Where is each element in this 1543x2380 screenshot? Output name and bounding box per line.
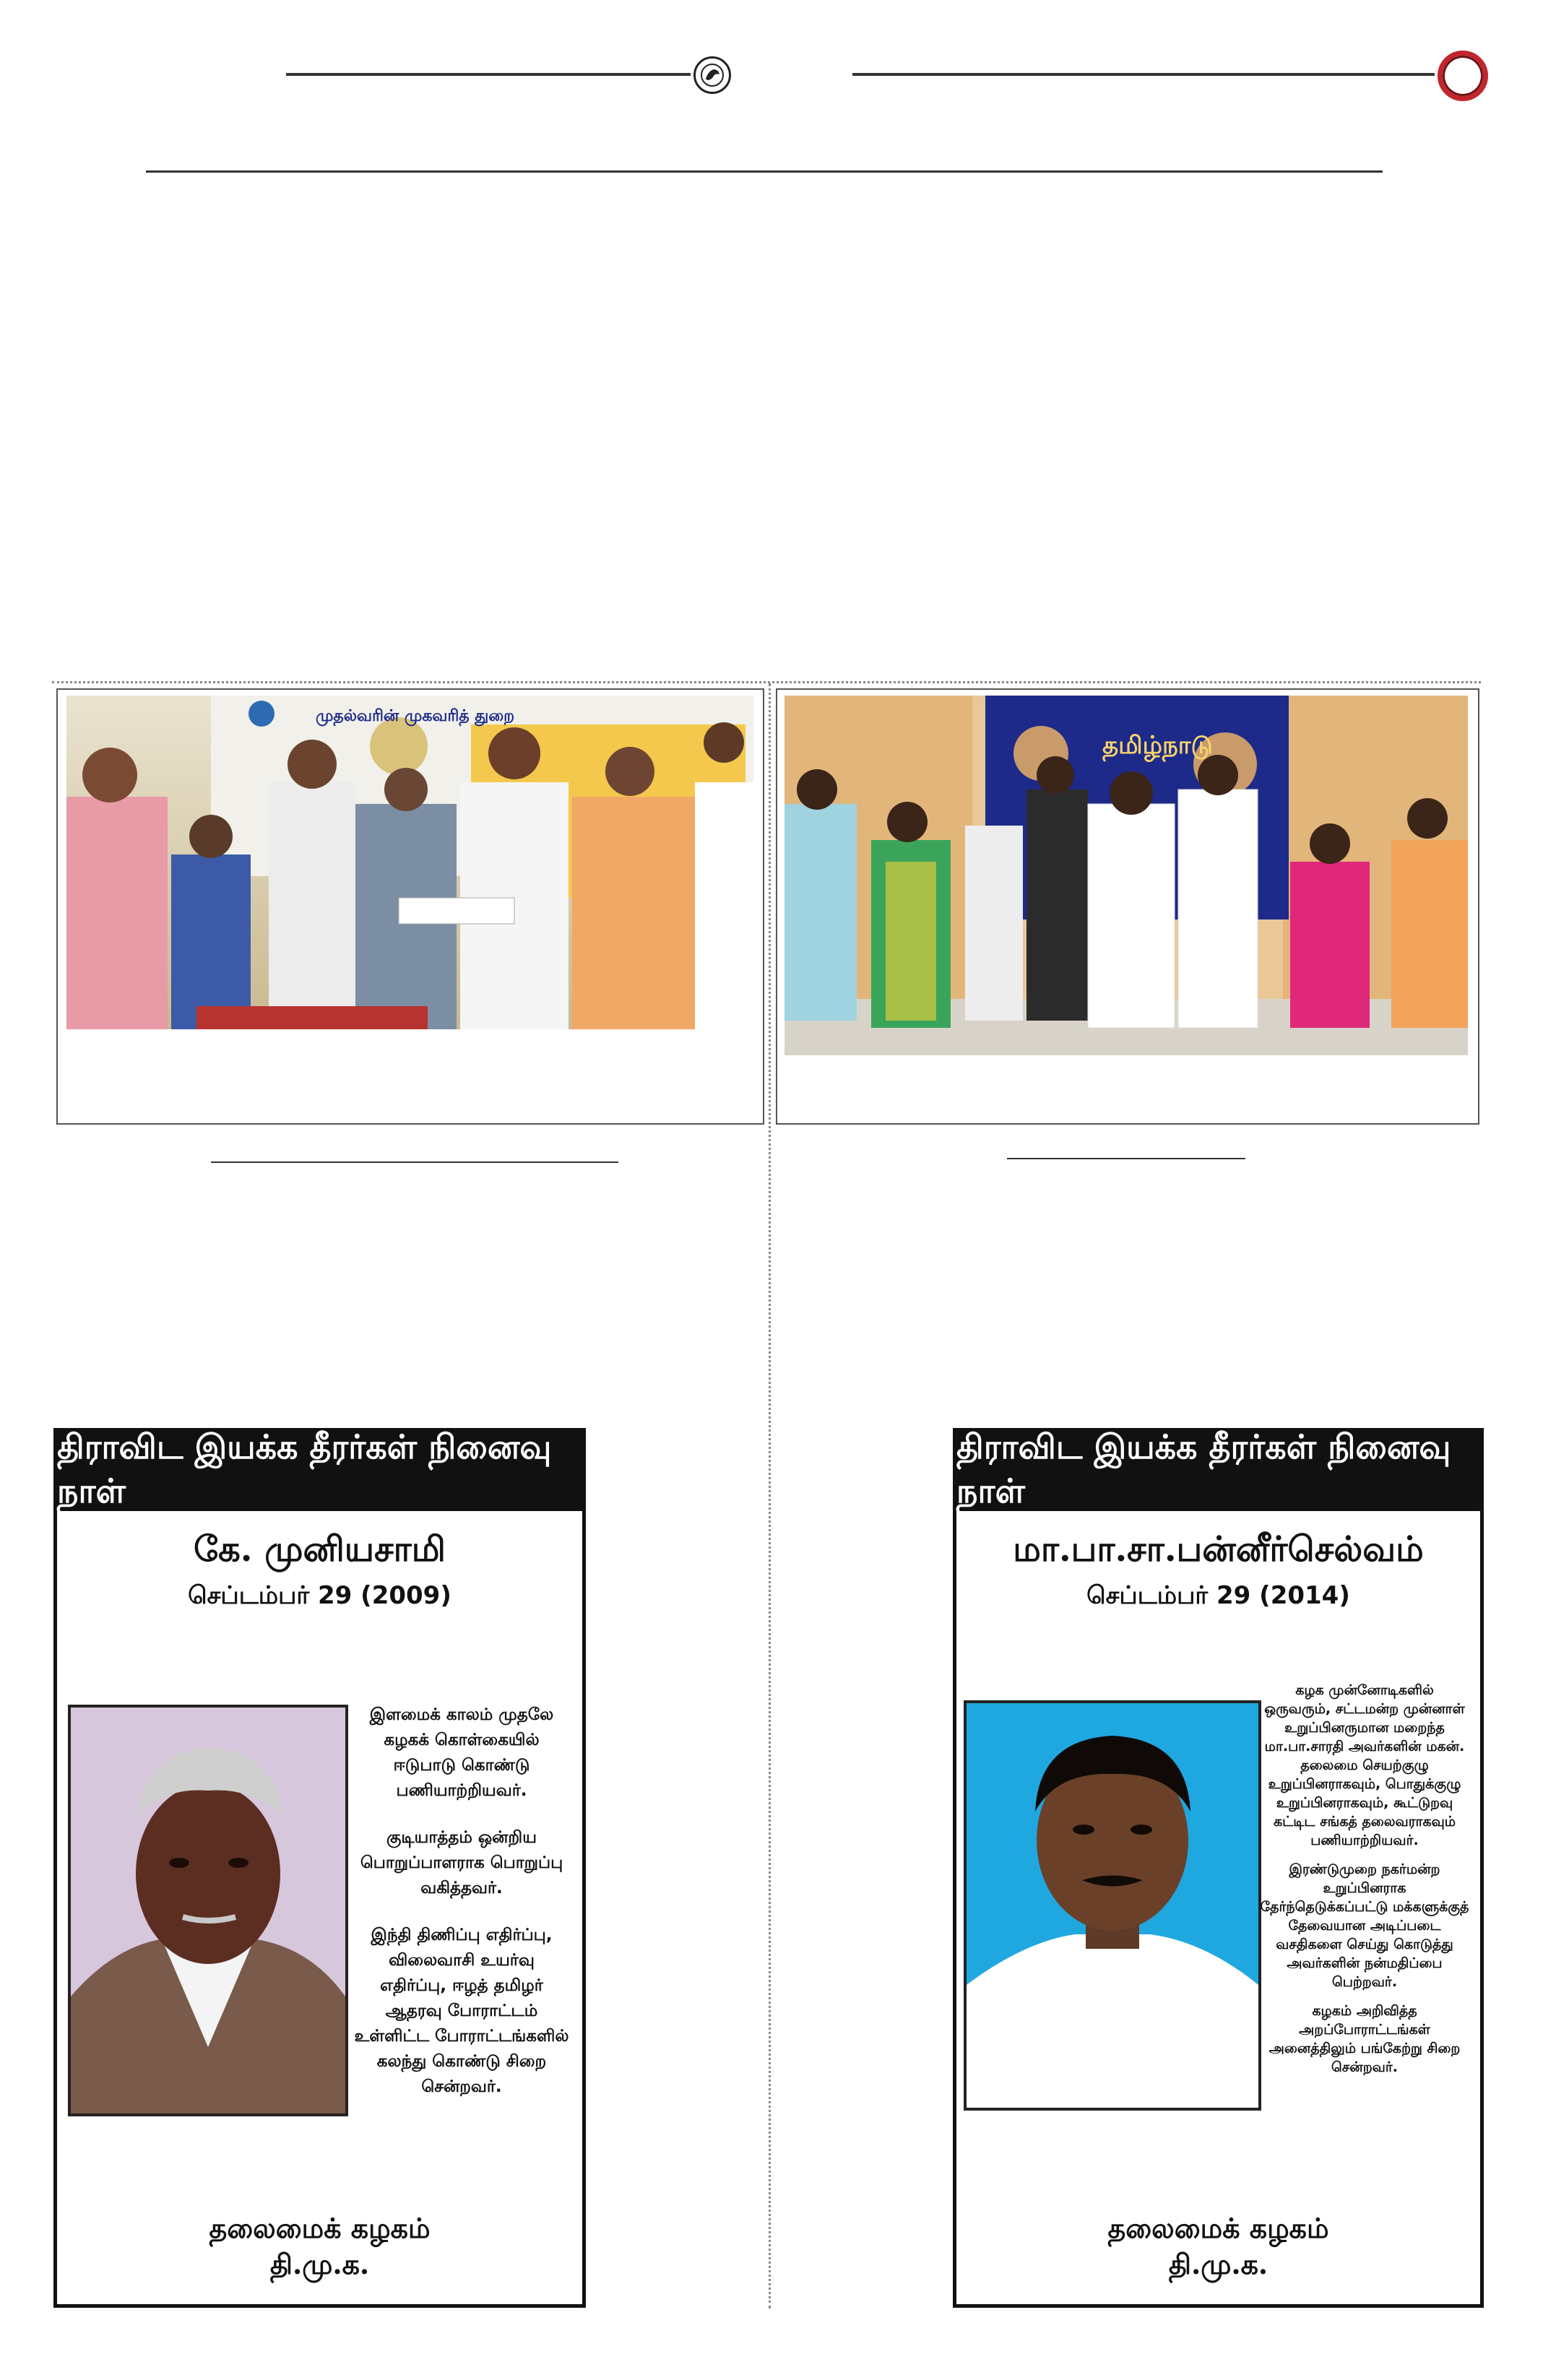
bio-paragraph: இளமைக் காலம் முதலே கழகக் கொள்கையில் ஈடுபாடு கொண்டு பணியாற்றியவர். [369, 1705, 554, 1800]
bio-paragraph: இந்தி திணிப்பு எதிர்ப்பு, விலைவாசி உயர்வு எதிர்ப்பு, ஈழத் தமிழர் ஆதரவு போராட்டம் உள்ளிட்ட போராட்டங்களில் கலந்து கொண்டு சிறை சென்றவர். [354, 1926, 569, 2096]
memorial-name: கே. முனியசாமி [194, 1529, 446, 1570]
bio-paragraph: கழக முன்னோடிகளில் ஒருவரும், சட்டமன்ற முன்னாள் உறுப்பினருமான மறைந்த மா.பா.சாரதி அவர்களின் மகன். தலைமை செயற்குழு உறுப்பினராகவும், பொதுக்குழு உறுப்பினராகவும், கூட்டுறவு கட்டிட சங்கத் தலைவராகவும் பணியாற்றியவர். [1264, 1682, 1465, 1848]
event-photo-left [66, 696, 753, 1029]
memorial-card-header: திராவிட இயக்க தீரர்கள் நினைவு நாள் [57, 1432, 582, 1511]
memorial-card-2 [953, 1428, 1484, 2308]
memorial-date: செப்டம்பர் 29 (2014) [1086, 1581, 1350, 1610]
rising-sun-icon [693, 56, 731, 94]
memorial-bio [353, 1702, 570, 2121]
header-rule-right [852, 73, 1435, 76]
caption-rule-right [1007, 1158, 1245, 1159]
signature-line-2: தி.மு.க. [269, 2248, 370, 2280]
bio-paragraph: கழகம் அறிவித்த அறப்போராட்டங்கள் அனைத்திலும் பங்கேற்று சிறை சென்றவர். [1268, 2003, 1461, 2075]
event-photo-right [785, 696, 1468, 1055]
memorial-portrait [68, 1705, 348, 2116]
section-divider-horizontal [52, 681, 1481, 683]
header-rule-left [286, 73, 691, 76]
memorial-card-1 [53, 1428, 586, 2308]
right-banner-text: தமிழ்நாடு [1102, 731, 1213, 760]
memorial-name: மா.பா.சா.பன்னீர்செல்வம் [1013, 1529, 1424, 1570]
signature-line-1: தலைமைக் கழகம் [1107, 2212, 1329, 2244]
caption-rule-left [211, 1161, 618, 1163]
memorial-bio [1260, 1681, 1469, 2077]
memorial-portrait [964, 1700, 1261, 2111]
signature-line-2: தி.மு.க. [1168, 2248, 1268, 2280]
headline-rule [146, 170, 1383, 173]
bio-paragraph: இரண்டுமுறை நகர்மன்ற உறுப்பினராக தேர்ந்தெடுக்கப்பட்டு மக்களுக்குத் தேவையான அடிப்படை வசதிகளை செய்து கொடுத்து அவர்களின் நன்மதிப்பை பெற்றவர். [1260, 1861, 1469, 1990]
memorial-date: செப்டம்பர் 29 (2009) [188, 1581, 451, 1610]
signature-line-1: தலைமைக் கழகம் [209, 2212, 431, 2244]
left-banner-text: முதல்வரின் முகவரித் துறை [316, 707, 515, 725]
page-number-ring [1438, 51, 1488, 101]
memorial-card-header: திராவிட இயக்க தீரர்கள் நினைவு நாள் [956, 1432, 1480, 1511]
column-divider-vertical [769, 683, 771, 2308]
bio-paragraph: குடியாத்தம் ஒன்றிய பொறுப்பாளராக பொறுப்பு வகித்தவர். [360, 1828, 563, 1897]
